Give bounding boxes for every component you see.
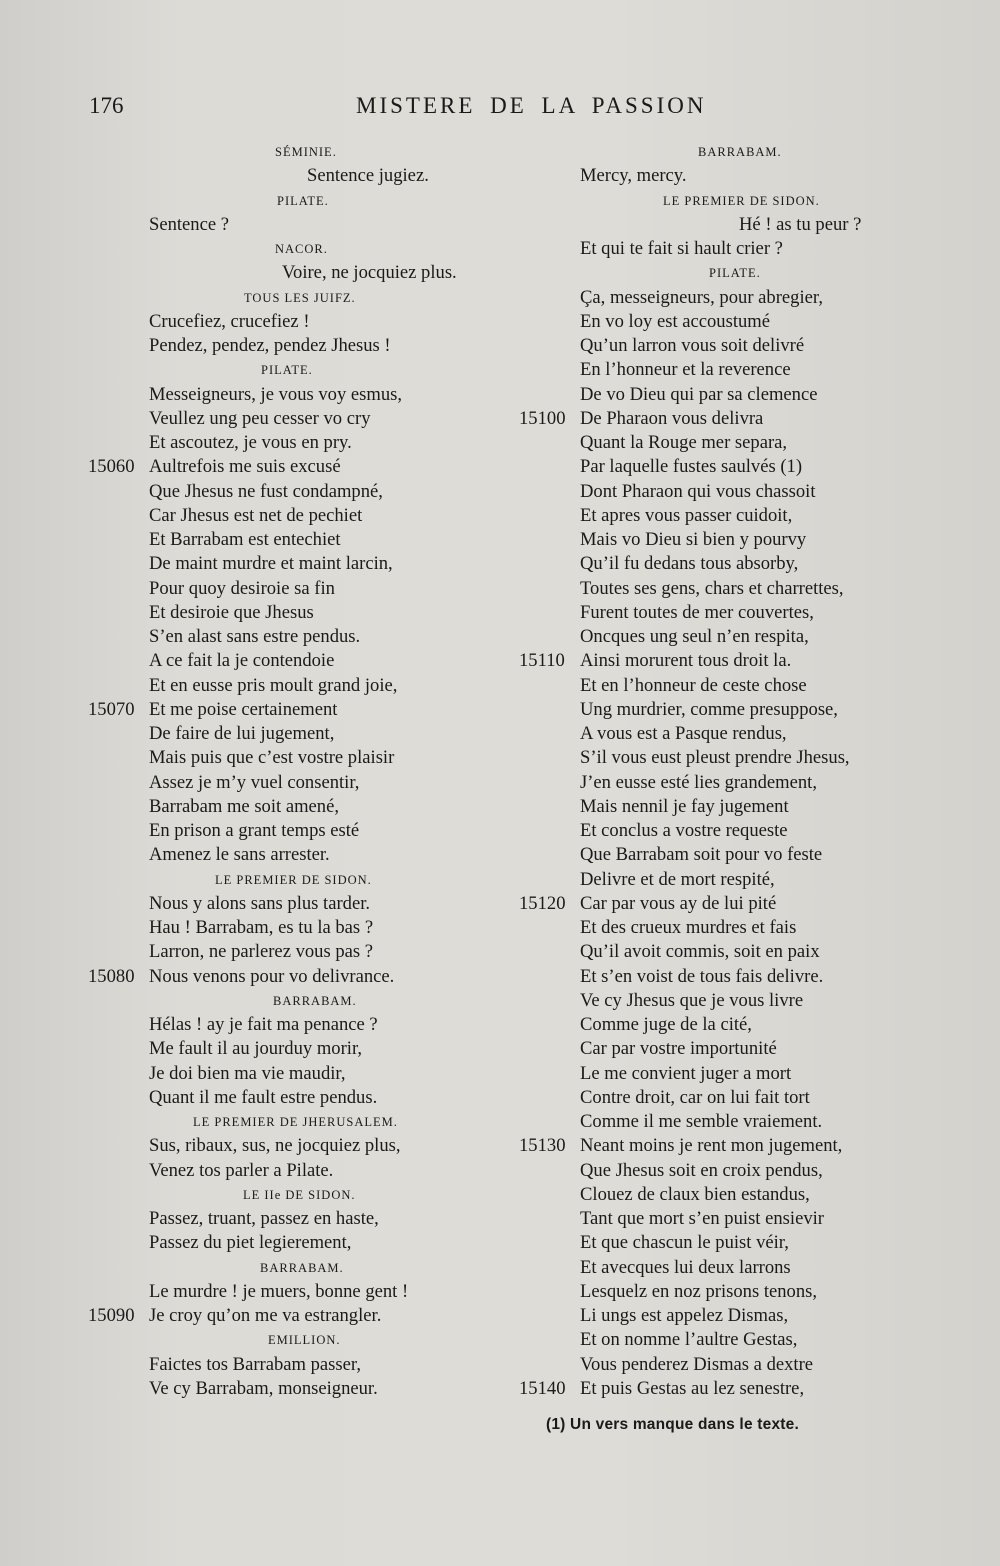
- verse-line: [80, 1377, 480, 1401]
- verse-line: [80, 213, 480, 237]
- verse-line: [515, 1377, 905, 1401]
- verse-text: Nous venons pour vo delivrance.: [149, 965, 395, 987]
- verse-line: [80, 892, 480, 916]
- verse-text: Que Jhesus ne fust condampné,: [149, 480, 383, 502]
- verse-text: Passez du piet legierement,: [149, 1232, 352, 1254]
- verse-line: [80, 164, 480, 188]
- verse-text: Et que chascun le puist véir,: [580, 1232, 789, 1254]
- verse-line: [80, 1353, 480, 1377]
- verse-text: Dont Pharaon qui vous chassoit: [580, 480, 816, 502]
- verse-text: Qu’il fu dedans tous absorby,: [580, 553, 799, 575]
- verse-text: Et me poise certainement: [149, 698, 338, 720]
- verse-line: [80, 577, 480, 601]
- verse-line: [515, 164, 905, 188]
- verse-text: Car par vous ay de lui pité: [580, 892, 777, 914]
- verse-text: Ung murdrier, comme presuppose,: [580, 698, 838, 720]
- page-number: 176: [89, 93, 124, 118]
- verse-line: [80, 625, 480, 649]
- verse-text: Neant moins je rent mon jugement,: [580, 1135, 843, 1157]
- line-number: 15110: [519, 650, 565, 672]
- verse-text: Hélas ! ay je fait ma penance ?: [149, 1014, 378, 1035]
- verse-line: [80, 916, 480, 940]
- verse-text: Sentence jugiez.: [307, 165, 429, 187]
- verse-text: De vo Dieu qui par sa clemence: [580, 383, 818, 405]
- verse-text: Quant la Rouge mer separa,: [580, 432, 788, 453]
- line-number: 15080: [88, 965, 135, 987]
- verse-line: [515, 213, 905, 237]
- verse-line: [515, 407, 905, 431]
- verse-text: En prison a grant temps esté: [149, 820, 360, 841]
- verse-line: [515, 892, 905, 916]
- verse-line: [515, 795, 905, 819]
- verse-text: Car Jhesus est net de pechiet: [149, 504, 363, 526]
- verse-line: [80, 940, 480, 964]
- verse-line: [515, 1231, 905, 1255]
- speaker-label: LE PREMIER DE SIDON.: [663, 193, 820, 208]
- verse-text: J’en eusse esté lies grandement,: [580, 771, 817, 793]
- verse-text: Que Barrabam soit pour vo feste: [580, 844, 823, 866]
- verse-text: Le me convient juger a mort: [580, 1062, 792, 1084]
- line-number: 15070: [88, 698, 135, 720]
- verse-text: Le murdre ! je muers, bonne gent !: [149, 1280, 409, 1302]
- speaker-name: [515, 140, 905, 164]
- verse-line: [515, 674, 905, 698]
- verse-text: En vo loy est accoustumé: [580, 310, 771, 332]
- verse-text: Que Jhesus soit en croix pendus,: [580, 1159, 823, 1181]
- verse-line: [515, 1304, 905, 1328]
- verse-text: Larron, ne parlerez vous pas ?: [149, 941, 374, 963]
- verse-line: [515, 868, 905, 892]
- verse-line: [515, 771, 905, 795]
- verse-text: Aultrefois me suis excusé: [149, 456, 341, 478]
- verse-text: Et desiroie que Jhesus: [149, 601, 314, 623]
- verse-text: Ainsi morurent tous droit la.: [580, 650, 792, 672]
- verse-line: [80, 383, 480, 407]
- left-text-column: [80, 140, 480, 1401]
- verse-line: [80, 722, 480, 746]
- verse-line: [515, 1207, 905, 1231]
- verse-line: [80, 431, 480, 455]
- verse-text: Comme juge de la cité,: [580, 1014, 752, 1035]
- verse-text: Li ungs est appelez Dismas,: [580, 1305, 789, 1326]
- verse-line: [515, 843, 905, 867]
- verse-text: Qu’un larron vous soit delivré: [580, 335, 805, 356]
- verse-line: [80, 843, 480, 867]
- verse-line: [515, 504, 905, 528]
- verse-line: [515, 431, 905, 455]
- speaker-label: PILATE.: [261, 363, 313, 378]
- verse-line: [80, 1159, 480, 1183]
- verse-line: [80, 310, 480, 334]
- speaker-label: EMILLION.: [268, 1333, 341, 1348]
- verse-text: Et puis Gestas au lez senestre,: [580, 1377, 805, 1399]
- verse-text: Et apres vous passer cuidoit,: [580, 504, 793, 526]
- verse-line: [515, 989, 905, 1013]
- speaker-name: [80, 237, 480, 261]
- speaker-label: BARRABAM.: [273, 993, 357, 1008]
- verse-text: Qu’il avoit commis, soit en paix: [580, 941, 820, 963]
- verse-line: [515, 940, 905, 964]
- verse-line: [515, 334, 905, 358]
- line-number: 15100: [519, 407, 566, 429]
- speaker-label: TOUS LES JUIFZ.: [244, 290, 356, 305]
- speaker-name: [80, 140, 480, 164]
- verse-text: Hau ! Barrabam, es tu la bas ?: [149, 917, 374, 938]
- verse-text: Sus, ribaux, sus, ne jocquiez plus,: [149, 1135, 401, 1157]
- verse-line: [515, 480, 905, 504]
- verse-line: [515, 965, 905, 989]
- verse-text: Car par vostre importunité: [580, 1038, 777, 1060]
- speaker-name: [80, 1183, 480, 1207]
- verse-text: Contre droit, car on lui fait tort: [580, 1086, 810, 1108]
- verse-line: [515, 1110, 905, 1134]
- verse-text: Mais vo Dieu si bien y pourvy: [580, 529, 807, 550]
- verse-text: Ve cy Barrabam, monseigneur.: [149, 1377, 378, 1399]
- verse-line: [80, 965, 480, 989]
- verse-line: [80, 771, 480, 795]
- verse-text: Mais puis que c’est vostre plaisir: [149, 747, 395, 769]
- speaker-label: PILATE.: [277, 193, 329, 208]
- verse-line: [515, 310, 905, 334]
- speaker-label: LE PREMIER DE SIDON.: [215, 872, 372, 887]
- verse-text: Delivre et de mort respité,: [580, 868, 775, 890]
- verse-line: [515, 649, 905, 673]
- verse-line: [80, 674, 480, 698]
- speaker-name: [80, 1256, 480, 1280]
- verse-line: [515, 746, 905, 770]
- verse-text: Clouez de claux bien estandus,: [580, 1183, 810, 1205]
- verse-line: [515, 625, 905, 649]
- verse-text: De Pharaon vous delivra: [580, 407, 764, 429]
- verse-text: Pendez, pendez, pendez Jhesus !: [149, 335, 391, 356]
- verse-text: Assez je m’y vuel consentir,: [149, 771, 360, 793]
- speaker-label: NACOR.: [275, 242, 328, 256]
- verse-text: A ce fait la je contendoie: [149, 650, 335, 672]
- verse-text: Voire, ne jocquiez plus.: [282, 262, 457, 284]
- verse-line: [80, 601, 480, 625]
- speaker-label: LE IIe DE SIDON.: [243, 1187, 356, 1202]
- verse-line: [515, 237, 905, 261]
- verse-text: Je croy qu’on me va estrangler.: [149, 1305, 382, 1326]
- verse-text: Pour quoy desiroie sa fin: [149, 577, 335, 599]
- speaker-label: BARRABAM.: [698, 145, 782, 159]
- verse-line: [515, 528, 905, 552]
- speaker-name: [80, 286, 480, 310]
- verse-text: Et des crueux murdres et fais: [580, 917, 797, 938]
- verse-text: Je doi bien ma vie maudir,: [149, 1062, 346, 1084]
- verse-line: [515, 286, 905, 310]
- speaker-name: [80, 989, 480, 1013]
- verse-text: Et ascoutez, je vous en pry.: [149, 432, 352, 453]
- verse-line: [515, 601, 905, 625]
- verse-text: Toutes ses gens, chars et charrettes,: [580, 577, 844, 599]
- verse-text: Par laquelle fustes saulvés (1): [580, 456, 803, 478]
- verse-text: De maint murdre et maint larcin,: [149, 553, 393, 575]
- verse-line: [515, 552, 905, 576]
- verse-line: [80, 1062, 480, 1086]
- verse-text: A vous est a Pasque rendus,: [580, 723, 787, 744]
- verse-line: [80, 261, 480, 285]
- speaker-name: [80, 358, 480, 382]
- verse-line: [80, 1304, 480, 1328]
- verse-line: [80, 698, 480, 722]
- verse-line: [80, 455, 480, 479]
- speaker-label: SÉMINIE.: [275, 145, 337, 159]
- speaker-label: BARRABAM.: [260, 1260, 344, 1275]
- verse-line: [80, 552, 480, 576]
- verse-text: Et conclus a vostre requeste: [580, 820, 788, 841]
- verse-line: [80, 504, 480, 528]
- verse-line: [515, 1062, 905, 1086]
- verse-line: [80, 1231, 480, 1255]
- speaker-name: [515, 189, 905, 213]
- verse-text: Barrabam me soit amené,: [149, 795, 339, 817]
- verse-text: Ve cy Jhesus que je vous livre: [580, 989, 804, 1011]
- verse-text: Tant que mort s’en puist ensievir: [580, 1208, 824, 1229]
- verse-text: Me fault il au jourduy morir,: [149, 1038, 363, 1060]
- verse-text: Vous penderez Dismas a dextre: [580, 1353, 814, 1375]
- verse-line: [515, 383, 905, 407]
- speaker-name: [80, 1110, 480, 1134]
- verse-line: [515, 1134, 905, 1158]
- line-number: 15090: [88, 1305, 135, 1326]
- verse-line: [515, 1328, 905, 1352]
- verse-line: [515, 1280, 905, 1304]
- verse-line: [515, 455, 905, 479]
- line-number: 15120: [519, 892, 566, 914]
- page-header: [0, 93, 1000, 127]
- line-number: 15060: [88, 456, 135, 478]
- verse-text: Et on nomme l’aultre Gestas,: [580, 1329, 798, 1351]
- verse-text: Et en l’honneur de ceste chose: [580, 674, 807, 696]
- verse-line: [80, 1280, 480, 1304]
- verse-line: [515, 819, 905, 843]
- verse-text: Mais nennil je fay jugement: [580, 795, 789, 817]
- speaker-name: [80, 868, 480, 892]
- verse-text: Venez tos parler a Pilate.: [149, 1159, 334, 1181]
- verse-text: De faire de lui jugement,: [149, 723, 335, 744]
- verse-line: [515, 1256, 905, 1280]
- verse-text: Comme il me semble vraiement.: [580, 1111, 823, 1132]
- verse-line: [515, 916, 905, 940]
- verse-text: Mercy, mercy.: [580, 165, 687, 187]
- verse-text: Et Barrabam est entechiet: [149, 529, 341, 550]
- verse-line: [80, 1207, 480, 1231]
- verse-text: Et s’en voist de tous fais delivre.: [580, 965, 824, 987]
- verse-line: [80, 819, 480, 843]
- verse-text: S’il vous eust pleust prendre Jhesus,: [580, 747, 850, 769]
- verse-line: [515, 577, 905, 601]
- verse-line: [80, 1134, 480, 1158]
- verse-text: Hé ! as tu peur ?: [739, 213, 862, 235]
- verse-text: Oncques ung seul n’en respita,: [580, 626, 809, 647]
- footnote: (1) Un vers manque dans le texte.: [546, 1416, 799, 1433]
- verse-line: [515, 698, 905, 722]
- verse-text: Passez, truant, passez en haste,: [149, 1208, 379, 1229]
- verse-line: [515, 1037, 905, 1061]
- verse-text: Messeigneurs, je vous voy esmus,: [149, 383, 403, 405]
- verse-line: [515, 1013, 905, 1037]
- verse-line: [515, 1159, 905, 1183]
- speaker-label: PILATE.: [709, 266, 761, 281]
- verse-line: [80, 795, 480, 819]
- verse-text: Faictes tos Barrabam passer,: [149, 1353, 361, 1375]
- verse-text: Amenez le sans arrester.: [149, 844, 330, 866]
- verse-text: Et avecques lui deux larrons: [580, 1256, 791, 1278]
- verse-text: Et en eusse pris moult grand joie,: [149, 674, 398, 696]
- verse-line: [515, 1353, 905, 1377]
- verse-text: En l’honneur et la reverence: [580, 359, 791, 381]
- speaker-name: [80, 1328, 480, 1352]
- right-text-column: [515, 140, 905, 1401]
- verse-line: [80, 649, 480, 673]
- verse-text: Quant il me fault estre pendus.: [149, 1086, 378, 1108]
- line-number: 15130: [519, 1135, 566, 1157]
- verse-text: Furent toutes de mer couvertes,: [580, 601, 814, 623]
- verse-line: [515, 722, 905, 746]
- speaker-name: [80, 189, 480, 213]
- verse-line: [515, 1183, 905, 1207]
- verse-line: [80, 1086, 480, 1110]
- verse-line: [80, 1037, 480, 1061]
- verse-text: Lesquelz en noz prisons tenons,: [580, 1280, 818, 1302]
- verse-text: Veullez ung peu cesser vo cry: [149, 407, 371, 429]
- verse-line: [80, 480, 480, 504]
- verse-text: S’en alast sans estre pendus.: [149, 626, 361, 647]
- verse-line: [80, 407, 480, 431]
- line-number: 15140: [519, 1377, 566, 1399]
- verse-line: [80, 1013, 480, 1037]
- verse-text: Crucefiez, crucefiez !: [149, 310, 310, 332]
- verse-line: [80, 528, 480, 552]
- verse-line: [80, 334, 480, 358]
- verse-line: [515, 1086, 905, 1110]
- verse-line: [80, 746, 480, 770]
- verse-text: Ça, messeigneurs, pour abregier,: [580, 286, 823, 308]
- running-title: MISTERE DE LA PASSION: [356, 93, 707, 118]
- verse-text: Sentence ?: [149, 213, 230, 235]
- speaker-label: LE PREMIER DE JHERUSALEM.: [193, 1115, 398, 1129]
- speaker-name: [515, 261, 905, 285]
- verse-text: Et qui te fait si hault crier ?: [580, 238, 783, 259]
- verse-line: [515, 358, 905, 382]
- verse-text: Nous y alons sans plus tarder.: [149, 892, 371, 914]
